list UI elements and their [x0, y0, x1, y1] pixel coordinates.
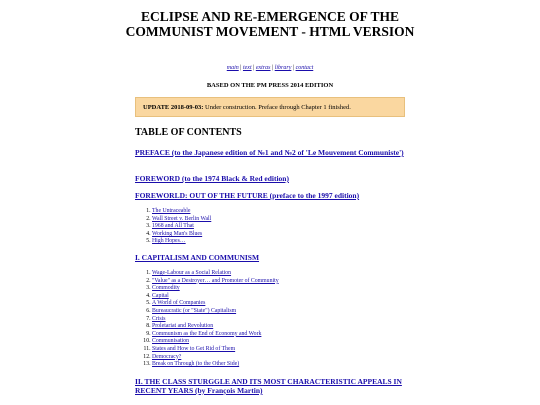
chapter-2-link[interactable]: II. THE CLASS STURGGLE AND ITS MOST CHARACTERISTIC APPEALS IN RECENT YEARS (by François Martin) — [135, 377, 402, 395]
subsection-link[interactable]: Crisis — [152, 315, 166, 322]
list-item — [152, 223, 412, 231]
list-item — [152, 331, 412, 339]
update-notice — [135, 97, 405, 117]
toc-section-foreword — [135, 174, 405, 183]
list-item — [152, 338, 412, 346]
nav-link-extras[interactable]: extras — [255, 65, 271, 71]
subsection-link[interactable]: A World of Companies — [152, 300, 206, 307]
subsection-link[interactable]: Proletariat and Revolution — [152, 323, 214, 330]
list-item — [152, 346, 412, 354]
toc-section-preface — [135, 148, 405, 157]
update-label: UPDATE 2018-09-03: — [143, 104, 204, 111]
chapter-1-link[interactable]: I. CAPITALISM AND COMMUNISM — [135, 253, 260, 262]
list-item — [152, 238, 412, 246]
nav-separator: | — [240, 65, 243, 71]
subsection-link[interactable]: Break on Through (to the Other Side) — [152, 361, 240, 368]
subsection-link[interactable]: States and How to Get Rid of Them — [152, 345, 236, 352]
list-item — [152, 270, 412, 278]
foreworld-link[interactable]: FOREWORLD: OUT OF THE FUTURE (preface to the 1997 edition) — [135, 191, 360, 200]
nav-link-main[interactable]: main — [226, 65, 239, 71]
subsection-link[interactable]: The Untraceable — [152, 208, 191, 214]
preface-link[interactable]: PREFACE (to the Japanese edition of №1 and №2 of 'Le Mouvement Communiste') — [135, 148, 404, 157]
list-item — [152, 361, 412, 369]
list-item — [152, 300, 412, 308]
subsection-link[interactable]: 1968 and All That — [152, 223, 194, 230]
list-item — [152, 216, 412, 224]
toc-section-chapter-2 — [135, 377, 405, 395]
nav-link-library[interactable]: library — [274, 65, 292, 71]
toc-section-foreworld — [135, 191, 405, 200]
nav-link-contact[interactable]: contact — [295, 65, 314, 71]
subsection-link[interactable]: Capital — [152, 292, 169, 299]
nav-separator: | — [292, 65, 296, 71]
nav-separator: | — [272, 65, 275, 71]
subsection-link[interactable]: High Hopes… — [152, 238, 186, 245]
chapter-1-subsections — [135, 270, 412, 369]
list-item — [152, 308, 412, 316]
subsection-link[interactable]: "Value" as a Destroyer… and Promoter of Community — [152, 277, 279, 284]
list-item — [152, 208, 412, 216]
list-item — [152, 323, 412, 331]
list-item — [152, 278, 412, 286]
subsection-link[interactable]: Bureaucratic (or "State") Capitalism — [152, 307, 237, 314]
nav-link-text[interactable]: text — [242, 65, 252, 71]
top-nav — [0, 65, 540, 71]
list-item — [152, 285, 412, 293]
list-item — [152, 316, 412, 324]
update-text: Under construction. Preface through Chapter 1 finished. — [203, 104, 351, 111]
list-item — [152, 354, 412, 362]
edition-note: BASED ON THE PM PRESS 2014 EDITION — [206, 82, 334, 89]
subsection-link[interactable]: Wage-Labour as a Social Relation — [152, 270, 232, 276]
subsection-link[interactable]: Communisation — [152, 338, 190, 345]
subsection-link[interactable]: Commodity — [152, 285, 180, 292]
toc-section-chapter-1 — [135, 253, 405, 262]
subsection-link[interactable]: Wall Street v. Berlin Wall — [152, 215, 212, 222]
foreword-link[interactable]: FOREWORD (to the 1974 Black & Red edition) — [135, 174, 289, 183]
subsection-link[interactable]: Communism as the End of Economy and Work — [152, 330, 262, 337]
nav-separator: | — [253, 65, 256, 71]
list-item — [152, 231, 412, 239]
foreworld-subsections — [135, 208, 412, 246]
subsection-link[interactable]: Democracy? — [152, 353, 182, 360]
toc-heading: TABLE OF CONTENTS — [135, 127, 242, 138]
page-title: ECLIPSE AND RE-EMERGENCE OF THE COMMUNIST MOVEMENT - HTML VERSION — [125, 9, 415, 39]
subsection-link[interactable]: Working Man's Blues — [152, 230, 203, 237]
